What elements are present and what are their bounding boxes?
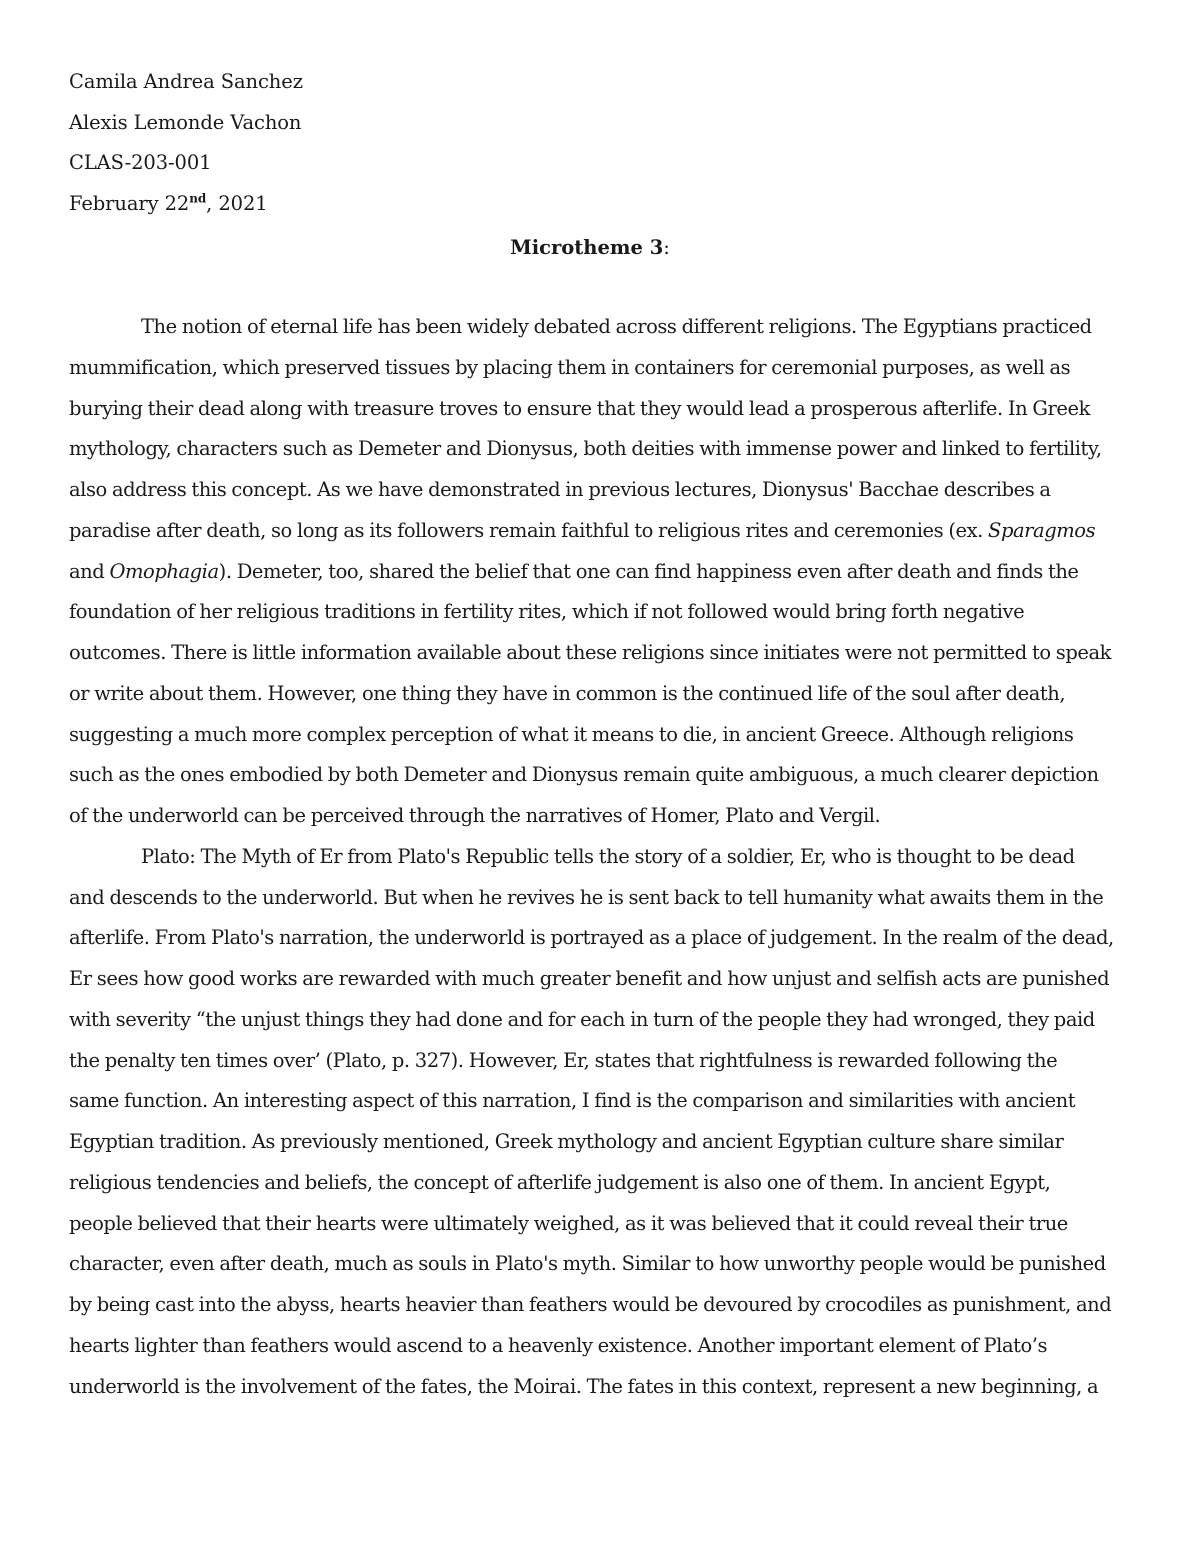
body-line: afterlife. From Plato's narration, the underworld is portrayed as a place of judgement. In the realm of the dead,: [69, 926, 1114, 950]
body-line-italic: Omophagia: [109, 559, 219, 583]
body-line: outcomes. There is little information available about these religions since initiates were not permitted to speak: [69, 641, 1111, 664]
body-line: mummification, which preserved tissues by placing them in containers for ceremonial purposes, as well as: [69, 355, 1071, 379]
body-line: foundation of her religious traditions in fertility rites, which if not followed would bring forth negative: [69, 600, 1025, 624]
body-line: mythology, characters such as Demeter and Dionysus, both deities with immense power and linked to fertility,: [69, 437, 1102, 461]
instructor-name: Alexis Lemonde Vachon: [69, 110, 302, 134]
document-date: [69, 184, 1109, 225]
body-line: with severity “the unjust things they had done and for each in turn of the people they had wronged, they paid: [69, 1007, 1095, 1031]
body-line-text: and: [69, 559, 110, 583]
body-line: suggesting a much more complex perception of what it means to die, in ancient Greece. Although religions: [69, 722, 1074, 746]
document-header: [69, 62, 1109, 224]
body-line-italic: Sparagmos: [988, 518, 1096, 542]
body-line: burying their dead along with treasure troves to ensure that they would lead a prosperous afterlife. In Greek: [69, 396, 1090, 420]
body-line: the penalty ten times over’ (Plato, p. 327). However, Er, states that rightfulness is rewarded following the: [69, 1048, 1058, 1072]
body-line: and descends to the underworld. But when he revives he is sent back to tell humanity what awaits them in the: [69, 885, 1104, 909]
body-line: also address this concept. As we have demonstrated in previous lectures, Dionysus' Bacchae describes a: [69, 478, 1051, 501]
body-line: Plato: The Myth of Er from Plato's Republic tells the story of a soldier, Er, who is thought to be dead: [141, 844, 1075, 868]
body-line: [69, 511, 1114, 552]
body-line: The notion of eternal life has been widely debated across different religions. The Egyptians practiced: [141, 315, 1092, 338]
body-line: such as the ones embodied by both Demeter and Dionysus remain quite ambiguous, a much clearer depiction: [69, 763, 1099, 787]
author-name: Camila Andrea Sanchez: [69, 70, 303, 93]
body-line: hearts lighter than feathers would ascend to a heavenly existence. Another important element of Plato’s: [69, 1333, 1048, 1357]
body-line-text: ). Demeter, too, shared the belief that one can find happiness even after death and finds the: [218, 559, 1079, 583]
date-suffix: , 2021: [206, 191, 268, 215]
body-line: same function. An interesting aspect of this narration, I find is the comparison and similarities with ancient: [69, 1089, 1076, 1113]
body-line: Er sees how good works are rewarded with much greater benefit and how unjust and selfish acts are punished: [69, 967, 1110, 990]
body-line: religious tendencies and beliefs, the concept of afterlife judgement is also one of them. In ancient Egypt,: [69, 1170, 1051, 1194]
body-line: of the underworld can be perceived through the narratives of Homer, Plato and Vergil.: [69, 804, 881, 827]
document-title: [0, 228, 1180, 268]
body-line: by being cast into the abyss, hearts heavier than feathers would be devoured by crocodiles as punishment, and: [69, 1293, 1112, 1316]
document-body: [69, 307, 1114, 1407]
title-colon: :: [663, 236, 670, 259]
body-line: character, even after death, much as souls in Plato's myth. Similar to how unworthy people would be punished: [69, 1252, 1106, 1276]
body-line: Egyptian tradition. As previously mentioned, Greek mythology and ancient Egyptian culture share similar: [69, 1130, 1064, 1153]
body-line: or write about them. However, one thing they have in common is the continued life of the soul after death,: [69, 681, 1066, 705]
body-line: [69, 552, 1114, 593]
body-line: people believed that their hearts were ultimately weighed, as it was believed that it could reveal their true: [69, 1211, 1068, 1235]
title-bold: Microtheme 3: [510, 236, 664, 259]
body-line-text: paradise after death, so long as its followers remain faithful to religious rites and ceremonies (ex.: [69, 518, 989, 542]
date-ordinal: nd: [189, 191, 207, 206]
course-code: CLAS-203-001: [69, 151, 212, 175]
body-line: underworld is the involvement of the fates, the Moirai. The fates in this context, represent a new beginning, a: [69, 1374, 1099, 1398]
date-prefix: February 22: [69, 191, 190, 215]
